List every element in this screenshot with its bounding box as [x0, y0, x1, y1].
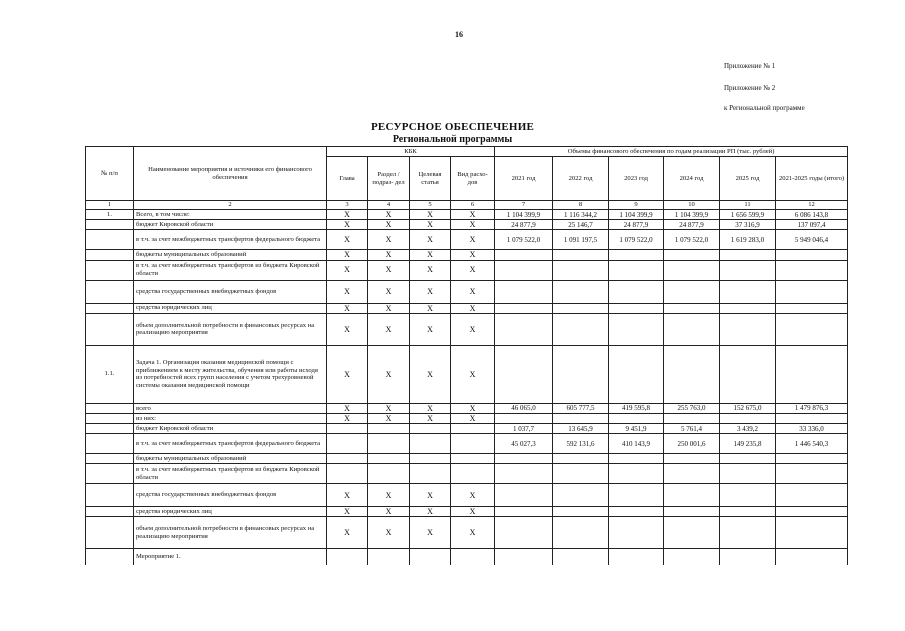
table-cell-2022: [553, 260, 609, 280]
table-cell-2025: [720, 345, 776, 403]
table-cell-total: 1 446 540,3: [776, 434, 848, 454]
table-cell-2024: [664, 517, 720, 549]
table-cell-total: [776, 484, 848, 507]
table-cell-2024: [664, 345, 720, 403]
table-cell-2024: [664, 413, 720, 423]
table-cell-vid: X: [451, 345, 495, 403]
table-cell-total: 5 949 046,4: [776, 230, 848, 250]
header-tselevaya: Целевая статья: [410, 157, 451, 201]
table-cell-2024: [664, 260, 720, 280]
table-cell-2023: [609, 484, 664, 507]
table-cell-tselevaya: X: [410, 413, 451, 423]
table-cell-2024: [664, 464, 720, 484]
table-row: [86, 454, 848, 464]
table-cell-glava: X: [327, 313, 368, 345]
table-cell-2024: 255 763,0: [664, 403, 720, 413]
table-cell-razdel: [368, 434, 410, 454]
table-cell-2025: [720, 260, 776, 280]
header-glava: Глава: [327, 157, 368, 201]
table-cell-num: [86, 464, 134, 484]
table-cell-razdel: X: [368, 413, 410, 423]
table-cell-name: в т.ч. за счет межбюджетных трансфертов федерального бюджета: [134, 230, 327, 250]
table-cell-glava: X: [327, 230, 368, 250]
table-cell-2022: [553, 484, 609, 507]
table-cell-2023: [609, 345, 664, 403]
table-cell-razdel: [368, 549, 410, 565]
table-cell-glava: [327, 454, 368, 464]
table-cell-glava: X: [327, 517, 368, 549]
table-cell-2022: [553, 507, 609, 517]
table-cell-vid: X: [451, 403, 495, 413]
table-cell-2024: [664, 454, 720, 464]
table-cell-glava: X: [327, 484, 368, 507]
table-cell-2023: [609, 464, 664, 484]
table-cell-2024: 5 761,4: [664, 424, 720, 434]
header-name: Наименование мероприятия и источники его финансового обеспечения: [134, 147, 327, 201]
table-cell-num: [86, 403, 134, 413]
table-cell-glava: X: [327, 345, 368, 403]
table-cell-2025: [720, 250, 776, 260]
table-cell-2025: [720, 484, 776, 507]
table-cell-razdel: X: [368, 517, 410, 549]
table-cell-total: [776, 413, 848, 423]
table-row: [86, 303, 848, 313]
table-cell-razdel: X: [368, 484, 410, 507]
table-cell-2021: 24 877,9: [495, 220, 553, 230]
table-cell-name: объем дополнительной потребности в финансовых ресурсах на реализацию мероприятия: [134, 313, 327, 345]
table-cell-num: [86, 484, 134, 507]
table-cell-total: [776, 345, 848, 403]
table-cell-vid: [451, 424, 495, 434]
table-cell-razdel: [368, 464, 410, 484]
table-cell-name: средства государственных внебюджетных фондов: [134, 484, 327, 507]
table-cell-2022: [553, 549, 609, 565]
table-cell-vid: X: [451, 413, 495, 423]
table-cell-2025: [720, 464, 776, 484]
table-cell-glava: X: [327, 210, 368, 220]
table-cell-vid: X: [451, 280, 495, 303]
table-cell-2021: [495, 454, 553, 464]
header-num: № п/п: [86, 147, 134, 201]
table-body: [86, 147, 848, 565]
header-volumes: Объемы финансового обеспечения по годам реализации РП (тыс. рублей): [495, 147, 848, 157]
table-cell-vid: X: [451, 484, 495, 507]
table-cell-2022: 1 116 344,2: [553, 210, 609, 220]
table-cell-tselevaya: X: [410, 250, 451, 260]
table-cell-razdel: X: [368, 313, 410, 345]
table-cell-tselevaya: [410, 464, 451, 484]
table-cell-2023: [609, 454, 664, 464]
table-cell-vid: [451, 434, 495, 454]
table-cell-name: средства государственных внебюджетных фондов: [134, 280, 327, 303]
table-cell-name: бюджеты муниципальных образований: [134, 454, 327, 464]
table-row: [86, 345, 848, 403]
table-cell-glava: X: [327, 403, 368, 413]
table-cell-total: 1 479 876,3: [776, 403, 848, 413]
table-cell-name: Мероприятие 1.: [134, 549, 327, 565]
table-cell-total: [776, 303, 848, 313]
table-cell-2025: [720, 280, 776, 303]
table-cell-2022: [553, 303, 609, 313]
table-cell-num: 1.: [86, 210, 134, 220]
table-cell-tselevaya: X: [410, 280, 451, 303]
header-kbk: КБК: [327, 147, 495, 157]
table-cell-total: [776, 464, 848, 484]
table-cell-glava: X: [327, 507, 368, 517]
table-cell-name: бюджет Кировской области: [134, 220, 327, 230]
table-cell-2023: [609, 517, 664, 549]
table-cell-vid: X: [451, 507, 495, 517]
header-vid: Вид расхо- дов: [451, 157, 495, 201]
colnum: 1: [86, 201, 134, 210]
colnum: 11: [720, 201, 776, 210]
table-row: [86, 434, 848, 454]
table-cell-glava: X: [327, 413, 368, 423]
table-cell-2022: [553, 345, 609, 403]
table-cell-num: [86, 280, 134, 303]
table-cell-2022: 25 146,7: [553, 220, 609, 230]
table-cell-2024: [664, 549, 720, 565]
table-cell-2022: [553, 517, 609, 549]
table-row: [86, 464, 848, 484]
table-cell-2021: 1 104 399,9: [495, 210, 553, 220]
table-cell-total: [776, 260, 848, 280]
table-cell-razdel: X: [368, 403, 410, 413]
table-cell-2022: [553, 454, 609, 464]
table-cell-2025: 152 675,0: [720, 403, 776, 413]
table-cell-2025: [720, 313, 776, 345]
table-cell-name: из них:: [134, 413, 327, 423]
table-cell-num: [86, 250, 134, 260]
table-cell-2022: [553, 464, 609, 484]
table-cell-glava: [327, 434, 368, 454]
table-cell-2024: 1 079 522,0: [664, 230, 720, 250]
table-cell-2021: [495, 313, 553, 345]
table-cell-glava: X: [327, 220, 368, 230]
header-razdel: Раздел / подраз- дел: [368, 157, 410, 201]
table-cell-2023: [609, 250, 664, 260]
table-cell-num: [86, 454, 134, 464]
table-cell-glava: [327, 549, 368, 565]
table-cell-total: 6 086 143,8: [776, 210, 848, 220]
annex-line-3: к Региональной программе: [724, 104, 805, 112]
table-cell-2021: [495, 549, 553, 565]
table-cell-2024: [664, 313, 720, 345]
table-cell-total: [776, 250, 848, 260]
annex-line-1: Приложение № 1: [724, 62, 776, 70]
table-cell-2021: [495, 303, 553, 313]
table-cell-2021: [495, 250, 553, 260]
table-cell-tselevaya: X: [410, 345, 451, 403]
table-cell-2024: [664, 484, 720, 507]
table-cell-name: средства юридических лиц: [134, 507, 327, 517]
table-cell-2024: [664, 280, 720, 303]
table-cell-tselevaya: X: [410, 517, 451, 549]
document-subtitle: Региональной программы: [392, 134, 513, 145]
table-cell-tselevaya: [410, 549, 451, 565]
table-cell-name: всего: [134, 403, 327, 413]
table-cell-glava: X: [327, 280, 368, 303]
table-cell-2021: [495, 280, 553, 303]
table-cell-2021: [495, 260, 553, 280]
table-cell-razdel: X: [368, 260, 410, 280]
table-cell-name: бюджет Кировской области: [134, 424, 327, 434]
colnum: 7: [495, 201, 553, 210]
table-cell-vid: X: [451, 517, 495, 549]
table-cell-2025: 37 316,9: [720, 220, 776, 230]
table-cell-razdel: X: [368, 220, 410, 230]
colnum: 4: [368, 201, 410, 210]
table-cell-glava: X: [327, 250, 368, 260]
table-row: [86, 403, 848, 413]
table-cell-2024: 250 001,6: [664, 434, 720, 454]
table-cell-tselevaya: [410, 434, 451, 454]
table-cell-2025: [720, 507, 776, 517]
table-cell-vid: X: [451, 303, 495, 313]
table-cell-razdel: X: [368, 230, 410, 250]
table-cell-2021: [495, 507, 553, 517]
table-cell-2023: 9 451,9: [609, 424, 664, 434]
table-cell-razdel: X: [368, 250, 410, 260]
table-cell-total: [776, 517, 848, 549]
colnum: 8: [553, 201, 609, 210]
table-cell-2024: 24 877,9: [664, 220, 720, 230]
table-cell-num: [86, 313, 134, 345]
table-cell-2023: [609, 549, 664, 565]
header-2024: 2024 год: [664, 157, 720, 201]
table-row: [86, 424, 848, 434]
table-cell-2023: 1 079 522,0: [609, 230, 664, 250]
table-cell-name: бюджеты муниципальных образований: [134, 250, 327, 260]
table-cell-total: 33 336,0: [776, 424, 848, 434]
table-cell-num: [86, 413, 134, 423]
table-cell-tselevaya: X: [410, 313, 451, 345]
table-cell-2025: [720, 413, 776, 423]
table-cell-razdel: X: [368, 303, 410, 313]
table-cell-2025: [720, 517, 776, 549]
table-cell-name: в т.ч. за счет межбюджетных трансфертов из бюджета Кировской области: [134, 464, 327, 484]
table-cell-razdel: X: [368, 280, 410, 303]
table-cell-razdel: X: [368, 210, 410, 220]
table-cell-num: [86, 517, 134, 549]
table-cell-2023: [609, 413, 664, 423]
table-cell-name: в т.ч. за счет межбюджетных трансфертов федерального бюджета: [134, 434, 327, 454]
colnum: 10: [664, 201, 720, 210]
table-cell-2023: [609, 313, 664, 345]
table-cell-razdel: [368, 454, 410, 464]
table-cell-2021: [495, 484, 553, 507]
table-cell-name: Всего, в том числе:: [134, 210, 327, 220]
colnum: 6: [451, 201, 495, 210]
table-cell-total: 137 097,4: [776, 220, 848, 230]
table-cell-tselevaya: X: [410, 507, 451, 517]
table-cell-2023: [609, 507, 664, 517]
table-row: [86, 220, 848, 230]
table-cell-2023: [609, 303, 664, 313]
table-cell-2025: 1 619 283,0: [720, 230, 776, 250]
header-2022: 2022 год: [553, 157, 609, 201]
table-cell-2021: [495, 517, 553, 549]
table-row: [86, 517, 848, 549]
table-cell-2025: [720, 303, 776, 313]
table-cell-tselevaya: X: [410, 403, 451, 413]
table-cell-vid: X: [451, 220, 495, 230]
table-cell-tselevaya: X: [410, 210, 451, 220]
table-cell-razdel: [368, 424, 410, 434]
table-cell-tselevaya: [410, 424, 451, 434]
table-cell-tselevaya: X: [410, 484, 451, 507]
table-cell-num: [86, 230, 134, 250]
table-row: [86, 230, 848, 250]
header-total: 2021-2025 годы (итого): [776, 157, 848, 201]
table-cell-2023: 24 877,9: [609, 220, 664, 230]
table-row: [86, 250, 848, 260]
document-title: РЕСУРСНОЕ ОБЕСПЕЧЕНИЕ: [371, 121, 534, 133]
table-cell-num: [86, 303, 134, 313]
colnum: 2: [134, 201, 327, 210]
table-cell-total: [776, 507, 848, 517]
table-row: [86, 260, 848, 280]
table-cell-2023: 419 595,8: [609, 403, 664, 413]
table-cell-2022: 13 645,9: [553, 424, 609, 434]
table-cell-tselevaya: [410, 454, 451, 464]
table-cell-2022: 605 777,5: [553, 403, 609, 413]
colnum: 9: [609, 201, 664, 210]
table-cell-num: [86, 424, 134, 434]
table-cell-2025: [720, 549, 776, 565]
table-cell-2023: [609, 260, 664, 280]
table-cell-2021: 46 065,0: [495, 403, 553, 413]
table-cell-2025: [720, 454, 776, 464]
table-row: [86, 413, 848, 423]
table-cell-2023: 410 143,9: [609, 434, 664, 454]
table-cell-total: [776, 549, 848, 565]
table-cell-2022: [553, 413, 609, 423]
table-cell-vid: X: [451, 210, 495, 220]
table-cell-vid: [451, 549, 495, 565]
table-cell-total: [776, 280, 848, 303]
table-cell-vid: X: [451, 260, 495, 280]
table-cell-2024: 1 104 399,9: [664, 210, 720, 220]
table-cell-2021: [495, 464, 553, 484]
header-2023: 2023 год: [609, 157, 664, 201]
table-cell-2021: 45 027,3: [495, 434, 553, 454]
colnum: 5: [410, 201, 451, 210]
table-cell-2024: [664, 303, 720, 313]
table-cell-num: [86, 549, 134, 565]
table-row: [86, 549, 848, 565]
header-2021: 2021 год: [495, 157, 553, 201]
table-cell-2022: 592 131,6: [553, 434, 609, 454]
table-cell-total: [776, 313, 848, 345]
table-cell-vid: [451, 464, 495, 484]
resource-table: [85, 146, 848, 565]
table-cell-2025: 149 235,8: [720, 434, 776, 454]
table-row: [86, 484, 848, 507]
table-cell-num: [86, 260, 134, 280]
table-cell-2024: [664, 507, 720, 517]
column-number-row: [86, 201, 848, 210]
table-cell-razdel: X: [368, 345, 410, 403]
table-cell-2022: [553, 280, 609, 303]
annex-line-2: Приложение № 2: [724, 84, 776, 92]
table-row: [86, 280, 848, 303]
header-row-1: [86, 147, 848, 157]
table-cell-tselevaya: X: [410, 260, 451, 280]
table-cell-2022: [553, 250, 609, 260]
table-cell-tselevaya: X: [410, 230, 451, 250]
table-cell-vid: [451, 454, 495, 464]
table-cell-2025: 3 439,2: [720, 424, 776, 434]
table-cell-vid: X: [451, 313, 495, 345]
colnum: 3: [327, 201, 368, 210]
header-2025: 2025 год: [720, 157, 776, 201]
table-cell-name: Задача 1. Организация оказания медицинской помощи с приближением к месту жительства, обучения или работы исходя из потребностей всех групп населения с учетом трехуровневой системы оказания медицинской помощи: [134, 345, 327, 403]
table-cell-2022: [553, 313, 609, 345]
table-cell-vid: X: [451, 230, 495, 250]
table-cell-glava: X: [327, 303, 368, 313]
table-row: [86, 507, 848, 517]
table-cell-total: [776, 454, 848, 464]
table-cell-2021: 1 079 522,0: [495, 230, 553, 250]
table-cell-2022: 1 091 197,5: [553, 230, 609, 250]
table-cell-glava: [327, 424, 368, 434]
table-cell-tselevaya: X: [410, 220, 451, 230]
table-cell-name: средства юридических лиц: [134, 303, 327, 313]
table-cell-glava: [327, 464, 368, 484]
table-cell-2021: [495, 413, 553, 423]
table-cell-2021: 1 037,7: [495, 424, 553, 434]
table-row: [86, 210, 848, 220]
table-cell-num: [86, 434, 134, 454]
table-cell-razdel: X: [368, 507, 410, 517]
table-cell-glava: X: [327, 260, 368, 280]
table-cell-name: в т.ч. за счет межбюджетных трансфертов из бюджета Кировской области: [134, 260, 327, 280]
table-cell-num: [86, 507, 134, 517]
table-cell-2023: 1 104 399,9: [609, 210, 664, 220]
table-cell-vid: X: [451, 250, 495, 260]
table-cell-num: 1.1.: [86, 345, 134, 403]
table-cell-num: [86, 220, 134, 230]
table-cell-2024: [664, 250, 720, 260]
colnum: 12: [776, 201, 848, 210]
table-row: [86, 313, 848, 345]
table-cell-2023: [609, 280, 664, 303]
table-cell-name: объем дополнительной потребности в финансовых ресурсах на реализацию мероприятия: [134, 517, 327, 549]
table-cell-2021: [495, 345, 553, 403]
table-cell-tselevaya: X: [410, 303, 451, 313]
table-cell-2025: 1 656 599,9: [720, 210, 776, 220]
page-number: 16: [455, 30, 463, 39]
